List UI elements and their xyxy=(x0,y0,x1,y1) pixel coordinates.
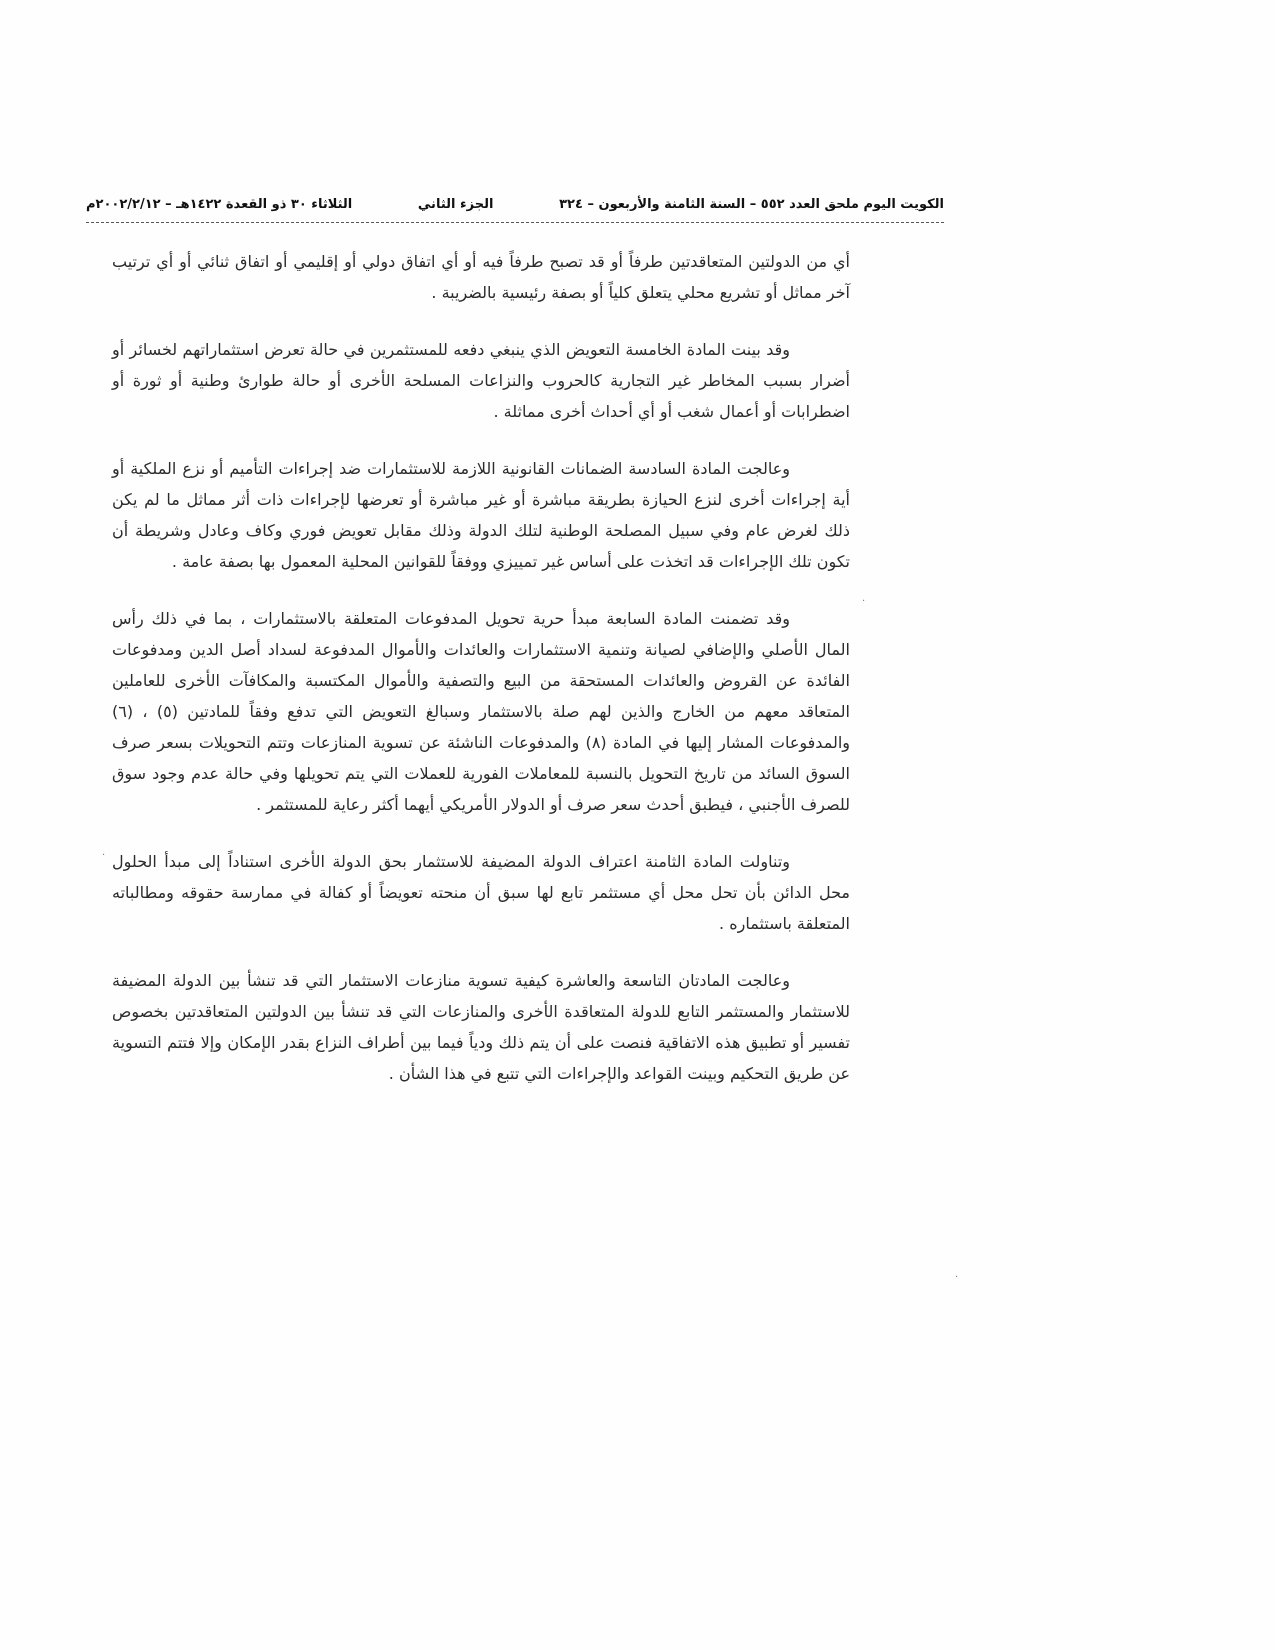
paragraph-article-8: وتناولت المادة الثامنة اعتراف الدولة المضيفة للاستثمار بحق الدولة الأخرى استناداً إلى مبدأ الحلول محل الدائن بأن تحل محل أي مستثمر تابع لها سبق أن منحته تعويضاً أو كفالة في ممارسة حقوقه ومطالباته المتعلقة باستثماره . xyxy=(112,852,850,933)
header-part: الجزء الثاني xyxy=(417,196,494,212)
scan-speck: · xyxy=(955,1272,959,1283)
header-divider xyxy=(86,222,944,223)
paragraph-article-5: وقد بينت المادة الخامسة التعويض الذي ينبغي دفعه للمستثمرين في حالة تعرض استثماراتهم لخسائر أو أضرار بسبب المخاطر غير التجارية كالحروب والنزاعات المسلحة الأخرى أو حالة طوارئ وطنية أو ثورة أو اضطرابات أو أعمال شغب أو أي أحداث أخرى مماثلة . xyxy=(112,340,850,421)
scan-speck: · xyxy=(862,596,866,607)
document-body xyxy=(112,246,850,1115)
header-gazette-issue: الكويت اليوم ملحق العدد ٥٥٢ – السنة الثامنة والأربعون – ٣٢٤ xyxy=(559,196,944,212)
header-date: الثلاثاء ٣٠ ذو القعدة ١٤٢٢هـ – ٢٠٠٢/٢/١٢م xyxy=(86,196,353,212)
paragraph-article-7: وقد تضمنت المادة السابعة مبدأ حرية تحويل المدفوعات المتعلقة بالاستثمارات ، بما في ذلك رأس المال الأصلي والإضافي لصيانة وتنمية الاستثمارات والعائدات والأموال المدفوعة لسداد أصل الدين ومدفوعات الفائدة عن القروض والعائدات المستحقة من البيع والتصفية والأموال المكتسبة والمكافآت الأخرى للعاملين المتعاقد معهم من الخارج والذين لهم صلة بالاستثمار وسبالغ التعويض التي تدفع وفقاً للمادتين (٥) ، (٦) والمدفوعات المشار إليها في المادة (٨) والمدفوعات الناشئة عن تسوية المنازعات وتتم التحويلات بسعر صرف السوق السائد من تاريخ التحويل بالنسبة للمعاملات الفورية للعملات التي يتم تحويلها وفي حالة عدم وجود سوق للصرف الأجنبي ، فيطبق أحدث سعر صرف أو الدولار الأمريكي أيهما أكثر رعاية للمستثمر . xyxy=(112,609,851,814)
paragraph-articles-9-10: وعالجت المادتان التاسعة والعاشرة كيفية تسوية منازعات الاستثمار التي قد تنشأ بين الدولة المضيفة للاستثمار والمستثمر التابع للدولة المتعاقدة الأخرى والمنازعات التي قد تنشأ بين الدولتين المتعاقدتين بخصوص تفسير أو تطبيق هذه الاتفاقية فنصت على أن يتم ذلك ودياً فيما بين أطراف النزاع بقدر الإمكان وإلا فتتم التسوية عن طريق التحكيم وبينت القواعد والإجراءات التي تتبع في هذا الشأن . xyxy=(112,971,850,1083)
scan-speck: · xyxy=(102,850,106,861)
paragraph-continuation: أي من الدولتين المتعاقدتين طرفاً أو قد تصبح طرفاً فيه أو أي اتفاق دولي أو إقليمي أو اتفاق ثنائي أو أي ترتيب آخر مماثل أو تشريع محلي يتعلق كلياً أو بصفة رئيسية بالضريبة . xyxy=(112,252,850,302)
page-header xyxy=(86,193,944,215)
paragraph-article-6: وعالجت المادة السادسة الضمانات القانونية اللازمة للاستثمارات ضد إجراءات التأميم أو نزع الملكية أو أية إجراءات أخرى لنزع الحيازة بطريقة مباشرة أو غير مباشرة أو تعرضها لإجراءات ذات أثر مماثل ما لم يكن ذلك لغرض عام وفي سبيل المصلحة الوطنية لتلك الدولة وذلك مقابل تعويض فوري وكاف وعادل وشريطة أن تكون تلك الإجراءات قد اتخذت على أساس غير تمييزي ووفقاً للقوانين المحلية المعمول بها بصفة عامة . xyxy=(112,459,850,571)
